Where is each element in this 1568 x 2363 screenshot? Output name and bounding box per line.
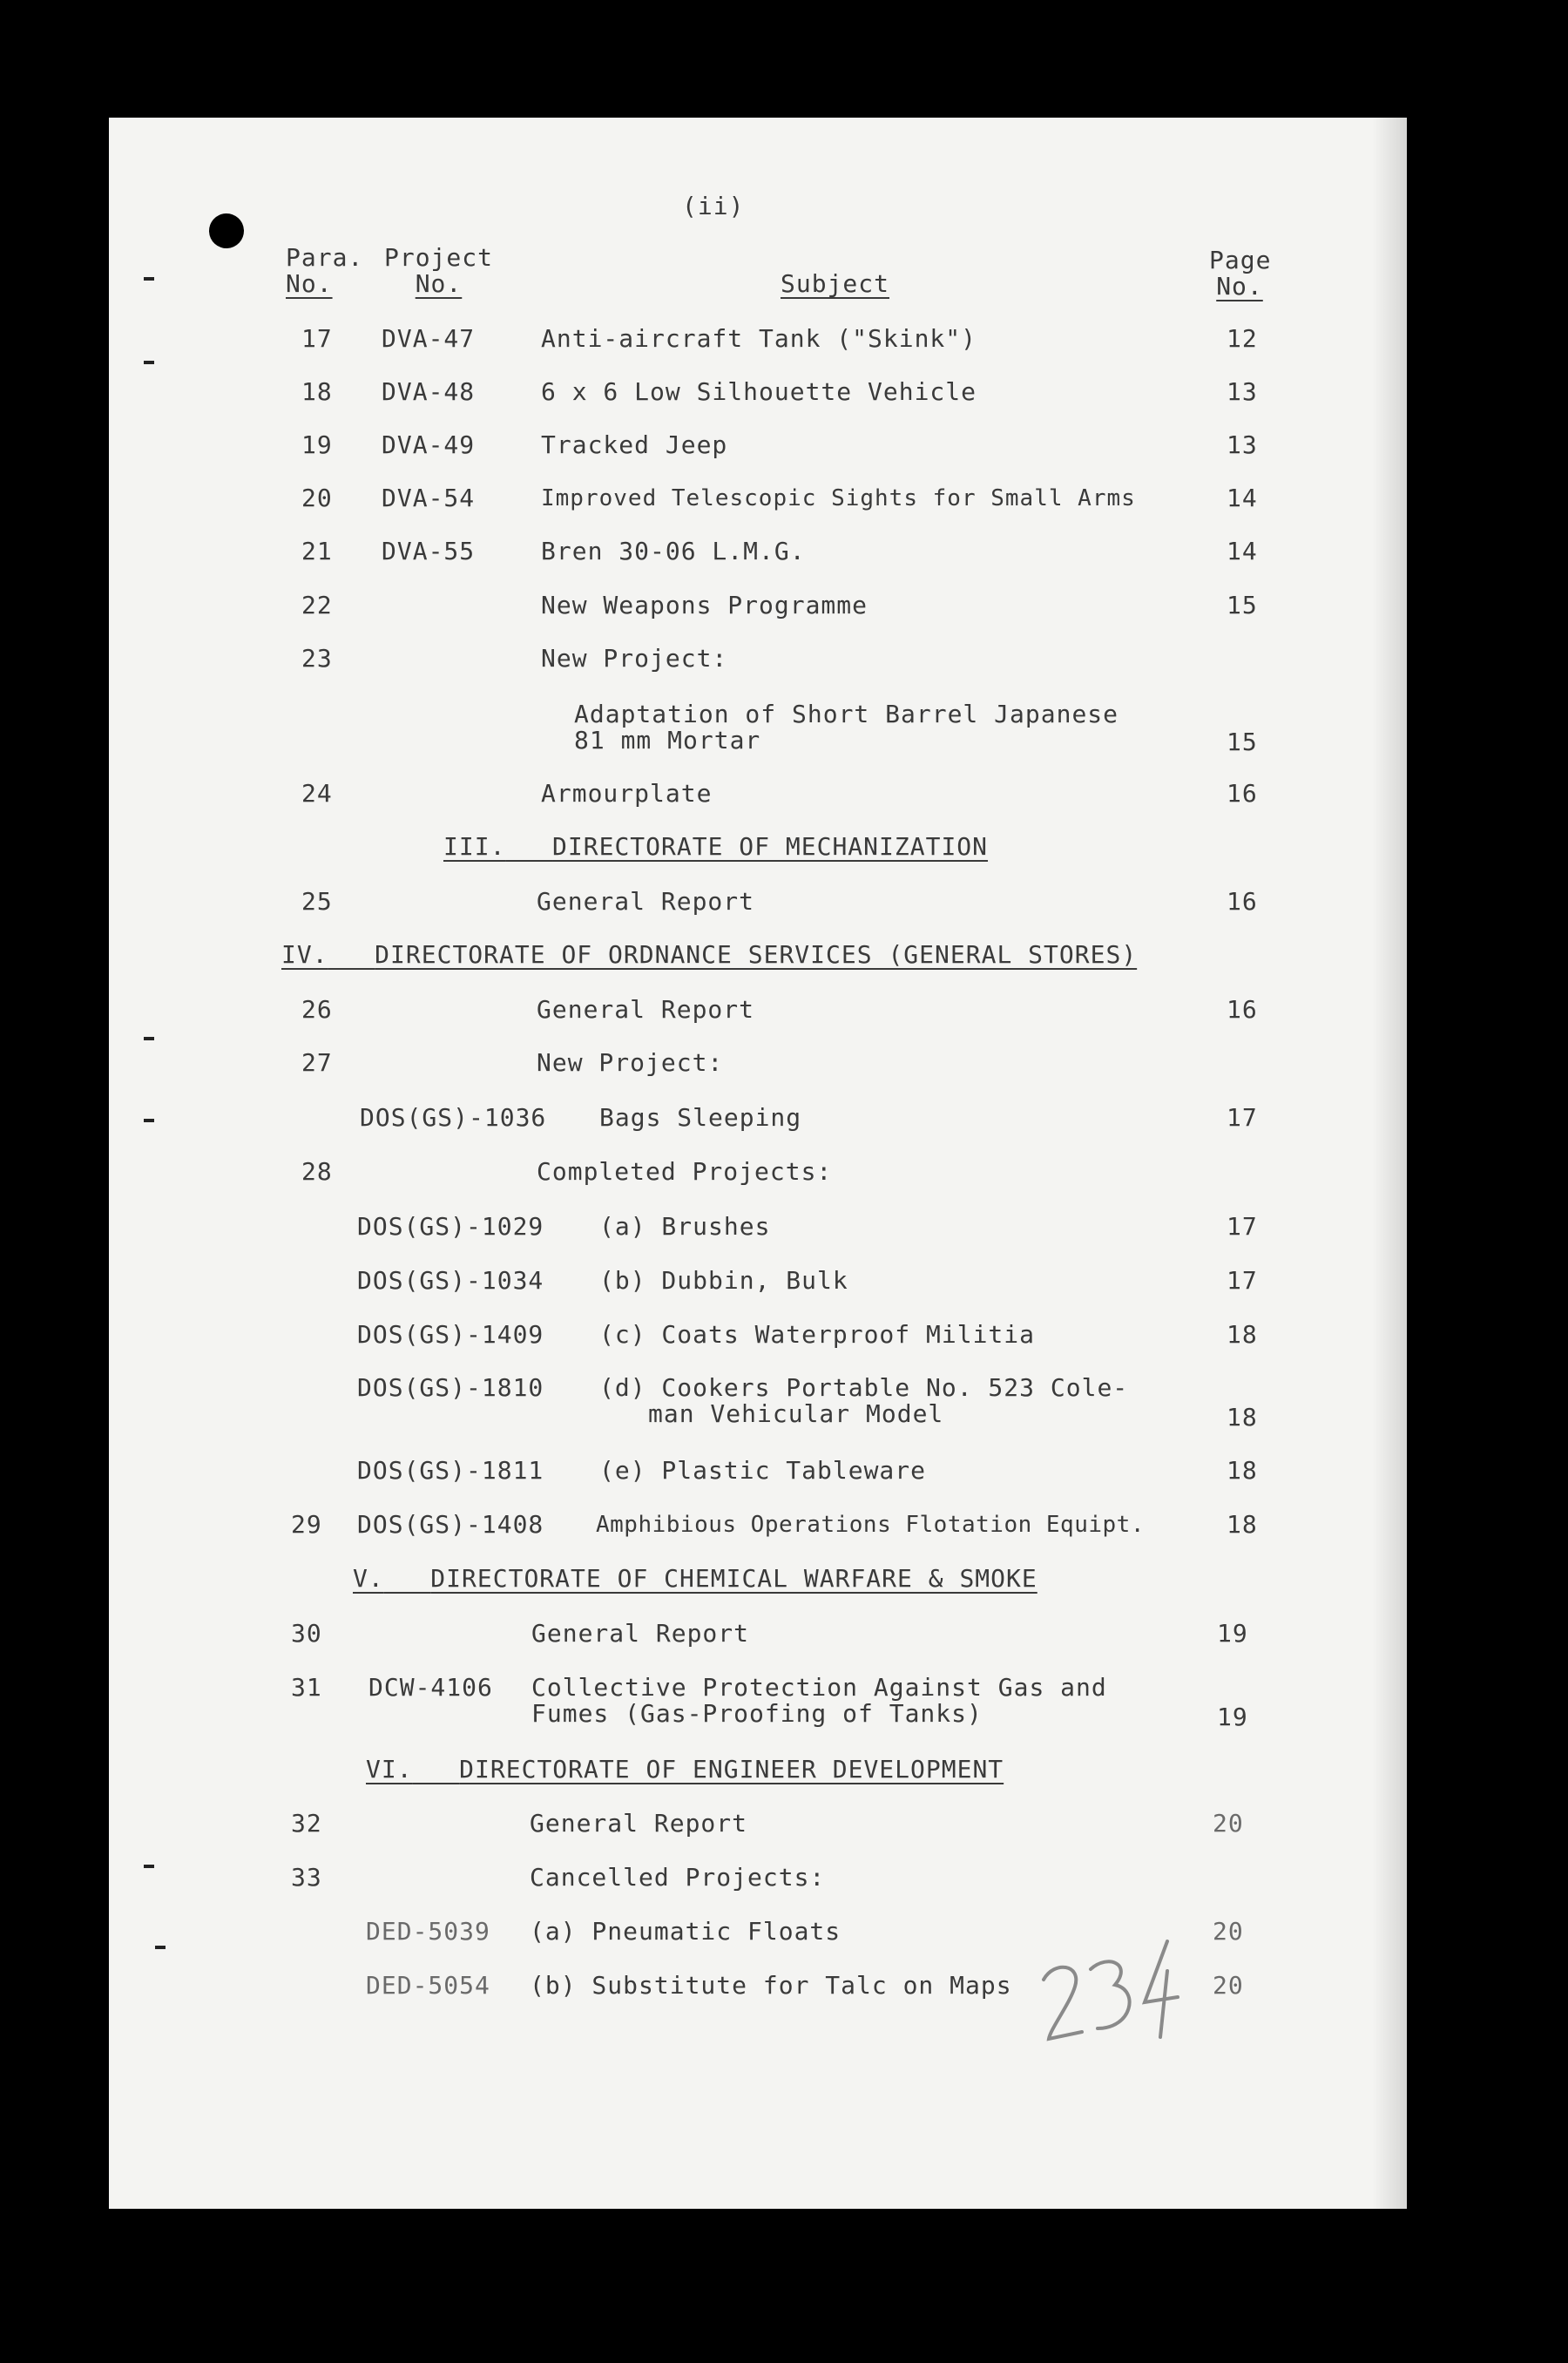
para-number: 19 <box>301 430 333 459</box>
header-para: Para. No. <box>286 243 364 298</box>
margin-mark <box>144 1037 154 1040</box>
page-number: 13 <box>1227 377 1258 406</box>
para-number: 22 <box>301 591 333 620</box>
subject-text: (d) Cookers Portable No. 523 Cole- <box>599 1373 1129 1402</box>
subject-text: (b) Dubbin, Bulk <box>599 1266 848 1295</box>
project-number: DED-5039 <box>366 1917 490 1946</box>
section-roman: III. <box>443 832 506 861</box>
section-roman: IV. <box>281 940 328 969</box>
para-number: 31 <box>291 1673 322 1702</box>
page-number: 19 <box>1217 1619 1248 1648</box>
page-number: 18 <box>1227 1403 1258 1432</box>
page-number: 12 <box>1227 324 1258 353</box>
subject-text: Bren 30-06 L.M.G. <box>541 537 806 565</box>
subject-text: New Project: <box>537 1048 724 1077</box>
project-number: DVA-49 <box>382 430 476 459</box>
section-roman: V. <box>353 1564 384 1593</box>
subject-text: (a) Brushes <box>599 1212 771 1241</box>
subject-text: Completed Projects: <box>537 1157 833 1186</box>
subject-text: Armourplate <box>541 779 713 808</box>
margin-mark <box>144 1119 154 1122</box>
subject-text: Tracked Jeep <box>541 430 728 459</box>
subject-text: General Report <box>530 1809 748 1838</box>
page-number: 18 <box>1227 1320 1258 1349</box>
subject-text: Improved Telescopic Sights for Small Arms <box>541 485 1136 511</box>
subject-text: Adaptation of Short Barrel Japanese <box>574 700 1119 728</box>
page-number: 17 <box>1227 1266 1258 1295</box>
page-number: 18 <box>1227 1456 1258 1485</box>
subject-text: (a) Pneumatic Floats <box>530 1917 841 1946</box>
subject-text: General Report <box>531 1619 750 1648</box>
subject-text: New Project: <box>541 644 728 673</box>
page-number: 19 <box>1217 1703 1248 1731</box>
section-heading <box>366 1757 1004 1783</box>
para-number: 33 <box>291 1863 322 1892</box>
project-number: DOS(GS)-1034 <box>357 1266 544 1295</box>
subject-text: Anti-aircraft Tank ("Skink") <box>541 324 977 353</box>
para-number: 25 <box>301 887 333 916</box>
para-number: 23 <box>301 644 333 673</box>
handwritten-number <box>1037 1934 1185 2048</box>
header-page: Page No. <box>1209 246 1272 301</box>
page-number: 18 <box>1227 1510 1258 1539</box>
page-number: 20 <box>1213 1971 1244 2000</box>
margin-mark <box>155 1946 166 1949</box>
header-project: Project No. <box>383 243 493 298</box>
project-number: DOS(GS)-1408 <box>357 1510 544 1539</box>
subject-text: Collective Protection Against Gas and <box>531 1673 1107 1702</box>
project-number: DCW-4106 <box>368 1673 493 1702</box>
subject-text-continued: 81 mm Mortar <box>574 726 761 755</box>
margin-mark <box>144 361 154 364</box>
page-number: 14 <box>1227 537 1258 565</box>
page-number: 13 <box>1227 430 1258 459</box>
subject-text: Bags Sleeping <box>599 1103 802 1132</box>
para-number: 28 <box>301 1157 333 1186</box>
subject-text: 6 x 6 Low Silhouette Vehicle <box>541 377 977 406</box>
subject-text: General Report <box>537 995 755 1024</box>
para-number: 30 <box>291 1619 322 1648</box>
para-number: 29 <box>291 1510 322 1539</box>
para-number: 21 <box>301 537 333 565</box>
page-number: 15 <box>1227 728 1258 756</box>
subject-text: (b) Substitute for Talc on Maps <box>530 1971 1012 2000</box>
page-number: 17 <box>1227 1103 1258 1132</box>
section-roman: VI. <box>366 1755 413 1784</box>
project-number: DOS(GS)-1029 <box>357 1212 544 1241</box>
para-number: 20 <box>301 484 333 512</box>
project-number: DOS(GS)-1810 <box>357 1373 544 1402</box>
section-title: DIRECTORATE OF MECHANIZATION <box>552 832 989 861</box>
subject-text: Amphibious Operations Flotation Equipt. <box>596 1512 1145 1538</box>
section-title: DIRECTORATE OF ENGINEER DEVELOPMENT <box>459 1755 1004 1784</box>
margin-mark <box>144 277 154 281</box>
section-title: DIRECTORATE OF ORDNANCE SERVICES (GENERAL STORES) <box>375 940 1138 969</box>
page-number: 16 <box>1227 995 1258 1024</box>
header-subject: Subject <box>781 269 890 298</box>
subject-text: Cancelled Projects: <box>530 1863 826 1892</box>
subject-text: General Report <box>537 887 755 916</box>
subject-text: (c) Coats Waterproof Militia <box>599 1320 1036 1349</box>
page-number: 16 <box>1227 779 1258 808</box>
project-number: DOS(GS)-1036 <box>360 1103 547 1132</box>
para-number: 32 <box>291 1809 322 1838</box>
section-title: DIRECTORATE OF CHEMICAL WARFARE & SMOKE <box>430 1564 1037 1593</box>
project-number: DVA-55 <box>382 537 476 565</box>
project-number: DVA-48 <box>382 377 476 406</box>
subject-text-continued: Fumes (Gas-Proofing of Tanks) <box>531 1699 983 1728</box>
project-number: DVA-47 <box>382 324 476 353</box>
para-number: 17 <box>301 324 333 353</box>
para-number: 26 <box>301 995 333 1024</box>
page-number: 17 <box>1227 1212 1258 1241</box>
section-heading <box>443 834 988 860</box>
project-number: DED-5054 <box>366 1971 490 2000</box>
page-number: 14 <box>1227 484 1258 512</box>
section-heading <box>281 942 1137 968</box>
page-number: 20 <box>1213 1809 1244 1838</box>
project-number: DOS(GS)-1409 <box>357 1320 544 1349</box>
margin-mark <box>144 1865 154 1868</box>
page-number: 16 <box>1227 887 1258 916</box>
page-label: (ii) <box>682 192 745 220</box>
subject-text: (e) Plastic Tableware <box>599 1456 927 1485</box>
section-heading <box>353 1566 1037 1592</box>
para-number: 24 <box>301 779 333 808</box>
page-number: 20 <box>1213 1917 1244 1946</box>
para-number: 27 <box>301 1048 333 1077</box>
page-number: 15 <box>1227 591 1258 620</box>
subject-text-continued: man Vehicular Model <box>648 1399 944 1428</box>
project-number: DVA-54 <box>382 484 476 512</box>
subject-text: New Weapons Programme <box>541 591 868 620</box>
para-number: 18 <box>301 377 333 406</box>
project-number: DOS(GS)-1811 <box>357 1456 544 1485</box>
